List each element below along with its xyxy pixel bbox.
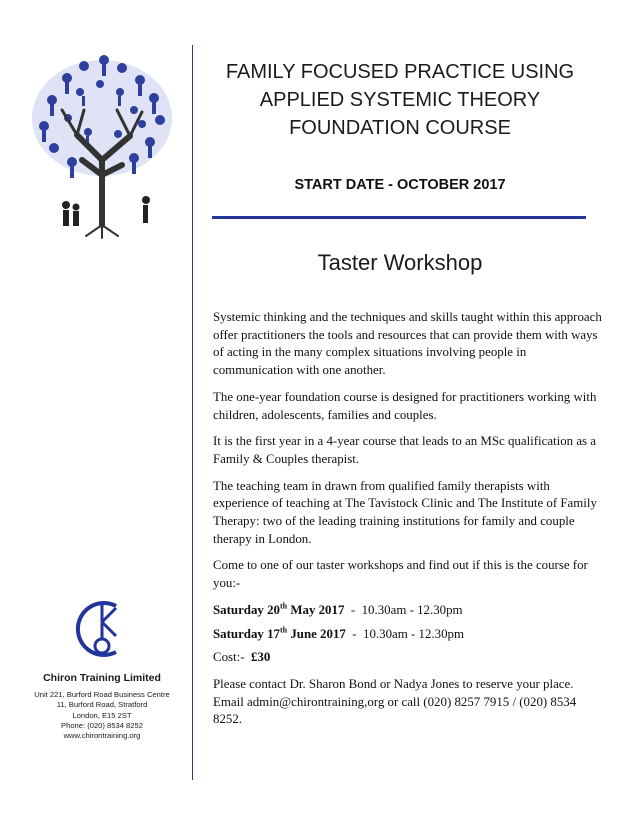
title-line: FAMILY FOCUSED PRACTICE USING — [225, 61, 575, 83]
session-date — [213, 602, 605, 620]
address-line: Unit 221, Burford Road Business Centre — [34, 690, 170, 699]
cost-line — [213, 649, 605, 667]
vertical-divider — [192, 45, 193, 780]
address-line: London, E15 2ST — [72, 710, 132, 720]
organization-info — [14, 672, 190, 741]
title-line: FOUNDATION COURSE — [289, 117, 511, 139]
website-line: www.chirontraining.org — [63, 731, 141, 741]
session-date — [213, 626, 605, 644]
paragraph: It is the first year in a 4-year course that leads to an MSc qualification as a Family & Couples therapist. — [213, 434, 597, 466]
contact-paragraph: Please contact Dr. Sharon Bond or Nadya Jones to reserve your place. Email admin@chirontraining,org or call (020) 8257 7915 / (020) 8534 8252. — [213, 676, 577, 727]
phone-line: Phone: (020) 8534 8252 — [61, 720, 143, 730]
ordinal-suffix: th — [279, 625, 288, 635]
session-day: Saturday 20 — [213, 602, 280, 617]
title-line: APPLIED SYSTEMIC THEORY — [259, 89, 541, 111]
paragraph: The teaching team in drawn from qualified family therapists with experience of teaching at The Tavistock Clinic and The Institute of Family Therapy: two of the leading training institutions for family and couple therapy in London. — [213, 478, 597, 546]
address-line: 11, Burford Road, Stratford — [56, 700, 148, 710]
session-day: Saturday 17 — [213, 626, 280, 641]
paragraph: Systemic thinking and the techniques and skills taught within this approach offer practitioners the tools and resources that can provide them with ways of acting in the many complex situations involving people in communication with one another. — [213, 310, 602, 378]
horizontal-rule — [212, 216, 586, 219]
start-date: START DATE - OCTOBER 2017 — [294, 177, 506, 193]
session-month: June 2017 — [287, 626, 346, 641]
page-title — [205, 58, 595, 142]
chiron-key-logo — [72, 596, 132, 662]
session-time: - 10.30am - 12.30pm — [344, 602, 463, 617]
session-month: May 2017 — [287, 602, 345, 617]
tree-with-people-icon — [22, 40, 182, 240]
paragraph: The one-year foundation course is designed for practitioners working with children, adolescents, families and couples. — [213, 389, 597, 422]
paragraph: Come to one of our taster workshops and find out if this is the course for you:- — [213, 558, 588, 591]
session-time: - 10.30am - 12.30pm — [345, 626, 464, 641]
section-title: Taster Workshop — [317, 250, 483, 275]
body-text — [213, 309, 605, 738]
cost-value: £30 — [250, 650, 271, 665]
cost-label: Cost:- — [213, 650, 251, 665]
org-name: Chiron Training Limited — [43, 672, 161, 684]
ordinal-suffix: th — [279, 601, 288, 611]
